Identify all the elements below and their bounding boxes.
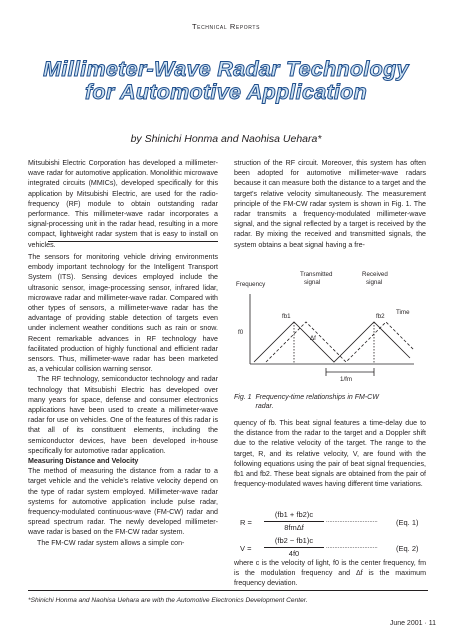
title-line-2: for Automotive Application (84, 80, 368, 104)
right-middle (234, 418, 426, 489)
byline: by Shinichi Honma and Naohisa Uehara* (130, 133, 322, 145)
right-paragraph-2: quency of fb. This beat signal features a time-delay due to the distance from the radar to the target and a Doppler shift due to the relative velocity of the target. The range to the target, R, and its relative velocity, V, are found with the following equations using the pair of beat signal frequencies, fb1 and fb2. These beat signals are obtained from the pair of frequency-modulated waves having different time variations. (234, 419, 426, 489)
left-body (28, 252, 218, 548)
body-paragraph-1: The sensors for monitoring vehicle driving environments embody important technology for the Intelligent Transport System (ITS). Sensing devices employed include the ultrasonic sensor, image-processing sensor, infrared lidar, microwave radar and millimeter-wave radar. Compared with other types of sensors, a millimeter-wave radar has the advantage of providing stable detection of targets even under inclement weather conditions such as rain or snow. Recent remarkable advances in RF technology have facilitated production of highly functional and efficient radar sensors. Thus, millimeter-wave radar has been marketed as, a vehicular collision warning sensor. (28, 253, 218, 374)
intro-paragraph: Mitsubishi Electric Corporation has developed a millimeter-wave radar for automotive application. Monolithic microwave integrated circuits (MMICs), developed specifically for this application by Mitsubishi Electric, are used for the radio-frequency (RF) module to obtain outstanding radar performance. This millimeter-wave radar incorporates a signal-processing unit in the radar head, resulting in a more compact, lightweight radar system that is easy to install on vehicles. (28, 159, 218, 249)
left-intro (28, 158, 218, 250)
caption-label: Fig. 1 (234, 394, 252, 401)
body-paragraph-2: The RF technology, semiconductor technology and radar technology that Mitsubishi Electric has developed over many years for space, defense and consumer electronics applications have been used to create a millimeter-wave radar for use on vehicles. One of the features of this radar is that all of its constituent elements, including the semiconductor devices, have been developed in-house specifically for automotive radar application. (28, 375, 218, 455)
fmcw-frequency-time-figure (234, 264, 420, 382)
eq1-denominator: 8fmΔf (284, 523, 304, 532)
eq2-label: (Eq. 2) (396, 544, 419, 553)
eq1-label: (Eq. 1) (396, 518, 419, 527)
received-label-1: Received (362, 271, 388, 278)
time-label: Time (396, 309, 410, 316)
f0-label: f0 (238, 329, 244, 336)
eq1-dots: ............................... (326, 518, 378, 524)
page-number: June 2001 · 11 (389, 620, 436, 627)
df-label: Δf (310, 335, 316, 342)
eq2-dots: ............................... (326, 544, 378, 550)
transmitted-signal-line (254, 322, 410, 362)
eq1-lhs: R = (240, 518, 252, 527)
section-subhead: Measuring Distance and Velocity (28, 457, 139, 466)
eq2-numerator: (fb2 − fb1)c (274, 536, 314, 545)
period-label: 1/fm (340, 376, 353, 382)
fb1-label: fb1 (282, 313, 291, 320)
frequency-label: Frequency (236, 281, 266, 288)
transmitted-label-2: signal (304, 279, 321, 286)
fb2-label: fb2 (376, 313, 385, 320)
footnote: *Shinichi Honma and Naohisa Uehara are with the Automotive Electronics Development Center. (28, 597, 308, 604)
title-line-1: Millimeter-Wave Radar Technology (43, 57, 409, 81)
eq2-denominator: 4f0 (288, 549, 300, 558)
received-label-2: signal (366, 279, 383, 286)
right-paragraph-3: where c is the velocity of light, f0 is the center frequency, fm is the modulation frequency and Δf is the maximum frequency deviation. (234, 559, 426, 588)
equations-block (234, 510, 426, 560)
footnote-rule (28, 590, 428, 591)
body-paragraph-4: The FM-CW radar system allows a simple con- (37, 538, 185, 547)
eq2-fraction-bar (264, 547, 324, 548)
right-paragraph-1: struction of the RF circuit. Moreover, this system has often been adopted for automotive millimeter-wave radars because it can measure both the distance to a target and the target's relative velocity simultaneously. The measurement principle of the FM-CW radar system is shown in Fig. 1. The radar transmits a frequency-modulated millimeter-wave signal, and the signal reflected by a target is received by the radar. By mixing the received and transmitted signals, the system obtains a beat signal having a fre- (234, 159, 426, 249)
eq2-lhs: V = (240, 544, 252, 553)
figure-caption (234, 393, 420, 411)
section-header: Technical Reports (191, 22, 261, 31)
article-title (0, 58, 452, 104)
right-bottom (234, 558, 426, 589)
body-paragraph-3: The method of measuring the distance from a radar to a target vehicle and the vehicle's relative velocity depend on the type of radar system employed. Millimeter-wave radar systems for automotive application include pulse radar, frequency-modulated continuous-wave (FM-CW) radar and spread spectrum radar. The newly developed millimeter-wave radar is based on the FM-CW radar system. (28, 467, 218, 537)
right-top (234, 158, 426, 250)
caption-text: Frequency-time relationships in FM-CW radar. (255, 394, 379, 410)
intro-divider (48, 241, 218, 242)
eq1-numerator: (fb1 + fb2)c (274, 510, 314, 519)
eq1-fraction-bar (264, 521, 324, 522)
transmitted-label-1: Transmitted (300, 271, 333, 278)
